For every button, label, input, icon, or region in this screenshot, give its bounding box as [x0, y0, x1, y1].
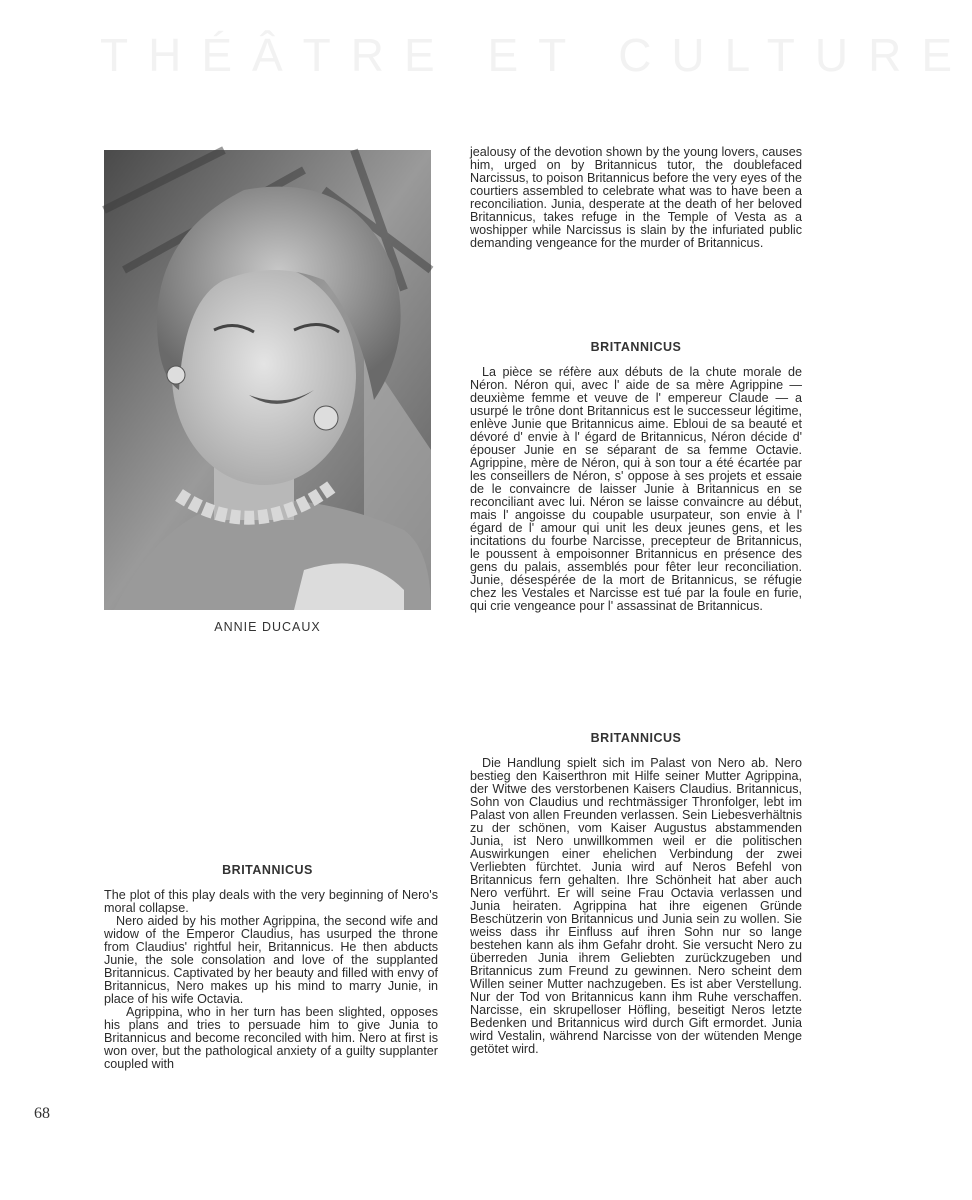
section-header-watermark: THÉÂTRE ET CULTURE: [100, 29, 972, 81]
english-heading: BRITANNICUS: [222, 863, 313, 877]
french-heading: BRITANNICUS: [590, 340, 682, 354]
english-paragraph: Nero aided by his mother Agrippina, the second wife and widow of the Emperor Claudius, has usurped the throne from Claudius' rightful heir, Britannicus. He then abducts Junie, the sole consolation and love of the supplanted Britannicus. Captivated by her beauty and filled with envy of Britannicus, Nero makes up his mind to marry Junie, in place of his wife Octavia.: [104, 914, 438, 1006]
english-continuation-text: jealousy of the devotion shown by the young lovers, causes him, urged on by Britannicus tutor, the doublefaced Narcissus, to poison Britannicus before the very eyes of the courtiers assembled to celebrate what was to have been a reconciliation. Junia, desperate at the death of her beloved Britannicus, takes refuge in the Temple of Vesta as a woshipper while Narcissus is slain by the infuriated public demanding vengeance for the murder of Britannicus.: [470, 145, 802, 250]
english-text: [104, 889, 438, 1071]
page-number: 68: [34, 1105, 50, 1122]
french-text: La pièce se réfère aux débuts de la chute morale de Néron. Néron qui, avec l' aide de sa mère Agrippine — deuxième femme et veuve de l' empereur Claude — a usurpé le trône dont Britannicus est le successeur légitime, enlève Junie que Britannicus aime. Ebloui de sa beauté et dévoré d' envie à l' égard de Britannicus, Néron décide d' épouser Junie en se séparant de sa femme Octavie. Agrippine, mère de Néron, qui à son tour a été écartée par les conseillers de Néron, s' oppose à ses projets et essaie de le convaincre de laisser Junie à Britannicus en se reconciliant avec lui. Néron se laisse convaincre au début, mais l' angoisse du coupable usurpateur, son envie à l' égard de l' amour qui unit les deux jeunes gens, et les incitations du fourbe Narcisse, precepteur de Britannicus, le poussent à empoisonner Britannicus en présence des gens du palais, assemblés pour fêter leur reconciliation. Junie, désespérée de la mort de Britannicus, se réfugie chez les Vestales et Narcisse est tué par la foule en furie, qui crie vengeance pour l' assassinat de Britannicus.: [470, 365, 802, 613]
english-paragraph: The plot of this play deals with the very beginning of Nero's moral collapse.: [104, 888, 438, 915]
english-paragraph: Agrippina, who in her turn has been slighted, opposes his plans and tries to persuade him to give Junia to Britannicus and become reconciled with him. Nero at first is won over, but the pathological anxiety of a guilty supplanter coupled with: [104, 1005, 438, 1071]
portrait-photo: [104, 150, 431, 610]
photo-caption: ANNIE DUCAUX: [214, 620, 321, 634]
portrait-image: [104, 150, 431, 610]
german-heading: BRITANNICUS: [590, 731, 682, 745]
german-text: Die Handlung spielt sich im Palast von Nero ab. Nero bestieg den Kaiserthron mit Hilfe seiner Mutter Agrippina, der Witwe des verstorbenen Kaisers Claudius. Britannicus, Sohn von Claudius und rechtmässiger Thronfolger, lebt im Palast von allen Freunden verlassen. Sein Liebesverhältnis zu der schönen, vom Kaiser Augustus abstammenden Junia, ist Nero unwillkommen weil er die politischen Auswirkungen einer ehelichen Verbindung der zwei Verliebten fürchtet. Junia wird auf Neros Befehl von Britannicus fern gehalten. Ihre Schönheit hat aber auch Nero verführt. Er will seine Frau Octavia verlassen und Junia heiraten. Agrippina hat ihre eigenen Gründe Beschützerin von Britannicus und Junia sein zu wollen. Sie weiss dass ihr Einfluss auf ihren Sohn nur so lange bestehen kann als ihm Gefahr droht. Sie versucht Nero zu überreden Junia ihrem Geliebten zurückzugeben und Britannicus zum Freund zu gewinnen. Nero scheint dem Willen seiner Mutter nachzugeben. Es ist aber Verstellung. Nur der Tod von Britannicus kann ihm Ruhe verschaffen. Narcisse, ein skrupelloser Höfling, beseitigt Neros letzte Bedenken und Britannicus wird durch Gift ermordet. Junia wird Vestalin, während Narcisse von der wütenden Menge getötet wird.: [470, 756, 802, 1056]
